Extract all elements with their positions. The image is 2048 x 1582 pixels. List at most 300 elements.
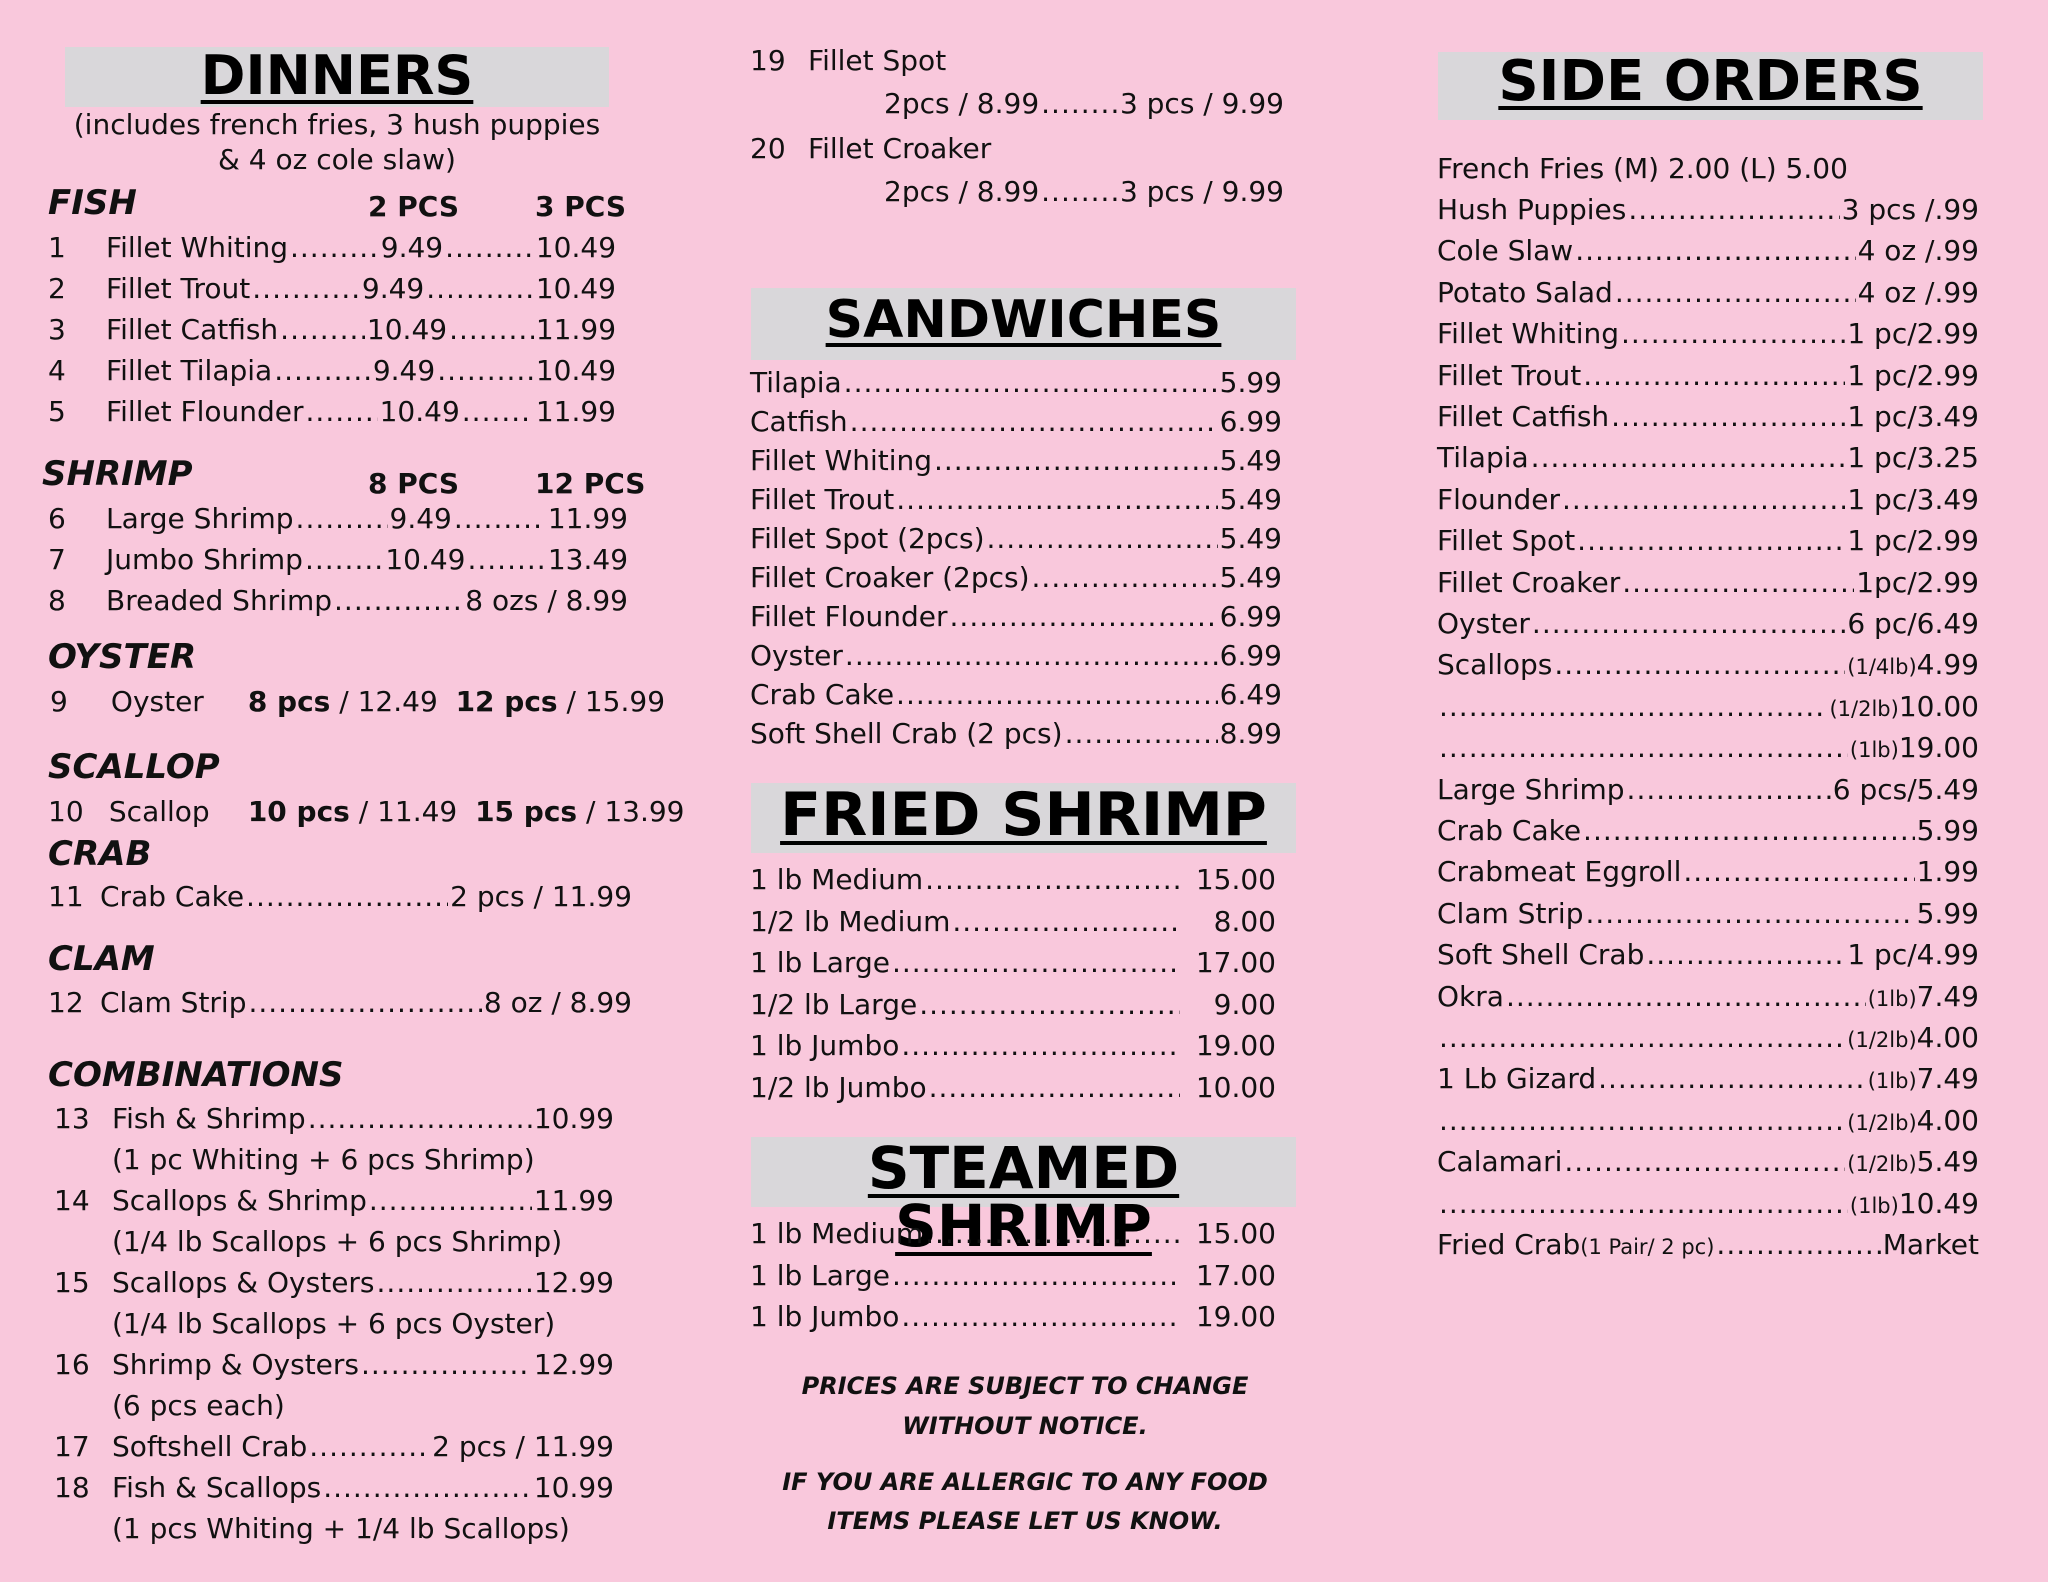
leader-dots <box>274 354 371 387</box>
leader-dots <box>426 272 534 305</box>
item-price-2pcs: 2pcs / 8.99 <box>884 175 1040 208</box>
leader-dots <box>1611 400 1845 433</box>
item-name: 1 lb Large <box>750 946 890 979</box>
menu-item <box>48 231 616 264</box>
menu-item <box>750 1029 1276 1062</box>
item-number: 15 <box>54 1266 90 1299</box>
leader-dots <box>1439 1187 1848 1220</box>
leader-dots <box>1577 524 1845 557</box>
menu-item <box>1437 524 1979 557</box>
leader-dots <box>892 946 1180 979</box>
item-name: Fried Crab <box>1437 1228 1581 1261</box>
leader-dots <box>1628 193 1839 226</box>
item-price: 4 oz /.99 <box>1857 234 1979 268</box>
item-price: 4 oz /.99 <box>1857 275 1979 309</box>
item-name: Crab Cake <box>1437 814 1582 847</box>
leader-dots <box>1716 1228 1880 1261</box>
leader-dots <box>925 863 1180 896</box>
leader-dots <box>1041 87 1118 120</box>
menu-item <box>750 522 1282 555</box>
leader-dots <box>896 483 1217 516</box>
menu-item <box>54 1102 614 1135</box>
side-orders-column <box>1437 0 2007 1582</box>
menu-item <box>1437 1021 1979 1054</box>
item-description: (1/4 lb Scallops + 6 pcs Shrimp) <box>112 1225 563 1258</box>
item-price: 19.00 <box>1898 731 1979 765</box>
menu-item <box>1437 566 1979 599</box>
item-price: 7.49 <box>1916 1062 1979 1096</box>
menu-item <box>884 87 1284 120</box>
leader-dots <box>290 231 379 264</box>
menu-item <box>1437 607 1979 640</box>
leader-dots <box>296 502 388 535</box>
leader-dots <box>1439 690 1827 723</box>
fried-shrimp-header: FRIED SHRIMP <box>751 783 1296 853</box>
leader-dots <box>377 1266 532 1299</box>
item-name: Fillet Whiting <box>106 231 288 264</box>
leader-dots <box>892 1259 1180 1292</box>
item-name: Fillet Croaker (2pcs) <box>750 561 1030 594</box>
notice-line-1: PRICES ARE SUBJECT TO CHANGE <box>801 1372 1249 1400</box>
leader-dots <box>1622 566 1854 599</box>
item-price: 6.99 <box>1219 600 1282 633</box>
menu-item <box>1437 897 1979 930</box>
menu-item <box>1437 483 1979 516</box>
item-price-3pcs: 10.49 <box>535 272 616 305</box>
scallop-item <box>48 795 685 828</box>
item-name: Fish & Scallops <box>112 1471 322 1504</box>
item-price: Market <box>1882 1228 1979 1261</box>
leader-dots <box>896 678 1218 711</box>
menu-item <box>1437 690 1979 723</box>
item-name: Fillet Whiting <box>1437 317 1619 351</box>
item-price: 1 pc/2.99 <box>1847 317 1979 351</box>
menu-item <box>750 366 1282 399</box>
item-name: Shrimp & Oysters <box>112 1348 359 1381</box>
dinners-subtitle-2: & 4 oz cole slaw) <box>218 143 456 176</box>
leader-dots <box>280 313 365 346</box>
leader-dots <box>1621 317 1845 350</box>
menu-item <box>1437 193 1979 226</box>
item-name: Hush Puppies <box>1437 193 1627 226</box>
item-name: Softshell Crab <box>112 1430 308 1463</box>
item-price: 4.00 <box>1916 1103 1979 1137</box>
item-name: Fillet Trout <box>750 483 895 516</box>
item-name: Fillet Tilapia <box>106 354 273 387</box>
leader-dots <box>445 231 534 264</box>
item-name: Fillet Catfish <box>106 313 279 346</box>
item-description: (1 pc Whiting + 6 pcs Shrimp) <box>112 1143 535 1176</box>
leader-dots <box>1065 717 1218 750</box>
item-name: Jumbo Shrimp <box>106 543 303 576</box>
item-price: 5.99 <box>1916 814 1979 847</box>
menu-item <box>1437 855 1979 888</box>
item-price: 2 pcs / 11.99 <box>432 1430 614 1463</box>
item-price: 17.00 <box>1195 946 1276 979</box>
item-name: Crab Cake <box>750 678 895 711</box>
scallop-category: SCALLOP <box>48 747 220 787</box>
item-name: 1 lb Medium <box>750 863 924 896</box>
item-number: 5 <box>48 395 66 428</box>
item-price: 1 pc/3.25 <box>1847 441 1979 475</box>
menu-item <box>48 272 616 305</box>
item-name: Scallops & Oysters <box>112 1266 375 1299</box>
leader-dots <box>987 522 1218 555</box>
fish-col-3pcs: 3 PCS <box>535 190 626 223</box>
item-description: (1 pcs Whiting + 1/4 lb Scallops) <box>112 1512 570 1545</box>
item-price: 6.99 <box>1219 639 1282 672</box>
leader-dots <box>950 600 1218 633</box>
item-name: Fillet Trout <box>1437 358 1582 392</box>
leader-dots <box>306 395 378 428</box>
item-price: 5.99 <box>1219 366 1282 399</box>
item-price: 5.49 <box>1916 1145 1979 1179</box>
item-name: Oyster <box>750 639 843 672</box>
item-price-3pcs: 3 pcs / 9.99 <box>1119 175 1284 208</box>
item-name: Scallops & Shrimp <box>112 1184 367 1217</box>
item-price: 5.49 <box>1219 444 1282 477</box>
item-portion: (1/4lb) <box>1847 655 1917 680</box>
leader-dots <box>1562 483 1845 516</box>
item-price: 1 pc/3.49 <box>1847 482 1979 516</box>
item-price: 2 pcs / 11.99 <box>450 880 632 913</box>
item-name: Fillet Croaker <box>808 132 992 165</box>
oyster-price-b: / 15.99 <box>566 685 666 718</box>
leader-dots <box>323 1471 532 1504</box>
item-number: 16 <box>54 1348 90 1381</box>
menu-item <box>750 905 1276 938</box>
item-price: 10.99 <box>533 1102 614 1135</box>
dinners-subtitle-1: (includes french fries, 3 hush puppies <box>73 108 601 141</box>
item-price: 7.49 <box>1916 979 1979 1013</box>
item-price: 1 pc/2.99 <box>1847 358 1979 392</box>
item-price: 5.49 <box>1219 561 1282 594</box>
fish-category: FISH <box>48 183 137 223</box>
item-price: 1.99 <box>1916 855 1979 889</box>
item-portion: (1/2lb) <box>1847 1152 1917 1177</box>
menu-item <box>1437 773 1979 806</box>
item-price-2pcs: 10.49 <box>379 395 460 428</box>
menu-item <box>1437 1187 1979 1220</box>
menu-item <box>1437 359 1979 392</box>
leader-dots <box>361 1348 532 1381</box>
menu-item <box>48 395 616 428</box>
item-price: 8.00 <box>1213 904 1276 938</box>
item-price-3pcs: 11.99 <box>535 313 617 346</box>
scallop-qty-b: 15 pcs <box>475 795 578 828</box>
item-portion: (1/2lb) <box>1829 696 1899 721</box>
item-price-12pcs: 13.49 <box>547 543 629 576</box>
menu-item <box>750 44 946 77</box>
leader-dots <box>850 405 1218 438</box>
crab-cake-item <box>48 880 632 913</box>
leader-dots <box>454 502 546 535</box>
item-price: 12.99 <box>533 1266 614 1299</box>
dinners-column <box>42 0 685 1582</box>
item-number: 4 <box>48 354 66 387</box>
menu-item <box>1437 938 1979 971</box>
leader-dots <box>1585 897 1914 930</box>
leader-dots <box>1583 359 1845 392</box>
item-price: 15.00 <box>1195 1217 1276 1250</box>
leader-dots <box>334 584 463 617</box>
item-name: Fillet Spot (2pcs) <box>750 522 985 555</box>
menu-item <box>750 678 1282 711</box>
item-price: 10.49 <box>1898 1186 1979 1220</box>
oyster-item <box>50 685 665 718</box>
item-number: 3 <box>48 313 66 346</box>
menu-item <box>1437 980 1979 1013</box>
item-price-8pcs: 10.49 <box>385 543 466 576</box>
item-name: Tilapia <box>750 366 842 399</box>
item-price: 6 pc/6.49 <box>1847 607 1979 640</box>
leader-dots <box>1532 607 1845 640</box>
item-number: 18 <box>54 1471 90 1504</box>
menu-item <box>750 444 1282 477</box>
leader-dots <box>929 1071 1180 1104</box>
leader-dots <box>462 395 534 428</box>
leader-dots <box>369 1184 532 1217</box>
dinners-header: DINNERS <box>65 47 609 107</box>
menu-item <box>1437 317 1979 350</box>
oyster-price-a: / 12.49 <box>339 685 438 718</box>
menu-item <box>48 543 628 576</box>
menu-item <box>1437 276 1979 309</box>
item-name: Potato Salad <box>1437 275 1613 309</box>
menu-item <box>750 405 1282 438</box>
leader-dots <box>246 880 448 913</box>
item-number: 6 <box>48 502 66 535</box>
leader-dots <box>1583 814 1915 847</box>
item-price: 1 pc/4.99 <box>1847 938 1979 972</box>
item-name: Soft Shell Crab (2 pcs) <box>750 717 1063 750</box>
leader-dots <box>952 905 1180 938</box>
shrimp-category: SHRIMP <box>42 454 193 494</box>
leader-dots <box>1032 561 1218 594</box>
leader-dots <box>1439 1021 1845 1054</box>
notice-line-2: WITHOUT NOTICE. <box>902 1412 1148 1440</box>
menu-item <box>1437 441 1979 474</box>
item-name: 1/2 lb Medium <box>750 904 951 938</box>
item-name: Fillet Croaker <box>1437 565 1621 599</box>
leader-dots <box>901 1300 1180 1333</box>
item-price: 5.49 <box>1219 483 1282 516</box>
item-name: Scallops <box>1437 648 1553 682</box>
menu-item <box>1437 814 1979 847</box>
item-number: 1 <box>48 231 66 264</box>
leader-dots <box>252 272 360 305</box>
leader-dots <box>1683 855 1914 888</box>
item-price-2pcs: 9.49 <box>380 231 444 264</box>
item-price: 10.99 <box>533 1471 614 1504</box>
menu-item <box>750 946 1276 979</box>
item-name: Fillet Spot <box>808 44 947 77</box>
item-price: 8 oz / 8.99 <box>483 986 632 1019</box>
item-portion: (1lb) <box>1867 1069 1917 1094</box>
item-name: 1 lb Jumbo <box>750 1029 900 1062</box>
item-name: Tilapia <box>1437 441 1529 475</box>
item-number: 10 <box>48 795 84 828</box>
item-price-3pcs: 11.99 <box>535 395 616 428</box>
item-number: 17 <box>54 1430 90 1463</box>
menu-item <box>1437 1062 1979 1095</box>
leader-dots <box>305 543 383 576</box>
menu-item <box>884 175 1284 208</box>
item-number: 14 <box>54 1184 90 1217</box>
menu-item <box>750 1259 1276 1292</box>
item-name: 1/2 lb Large <box>750 987 918 1021</box>
item-portion: (1lb) <box>1849 1193 1899 1218</box>
item-name: 1 lb Large <box>750 1258 890 1292</box>
item-price-2pcs: 2pcs / 8.99 <box>884 87 1040 120</box>
item-price: 6.99 <box>1219 405 1282 438</box>
item-price-2pcs: 10.49 <box>366 313 448 346</box>
item-price: 4.00 <box>1916 1021 1979 1054</box>
item-price-12pcs: 11.99 <box>547 502 628 535</box>
shrimp-col-8pcs: 8 PCS <box>368 467 459 500</box>
item-number: 8 <box>48 584 66 617</box>
menu-item <box>1437 400 1979 433</box>
menu-item <box>750 483 1282 516</box>
middle-column <box>750 0 1300 1582</box>
menu-item <box>54 1471 614 1504</box>
item-name: 1 lb Medium <box>750 1217 924 1250</box>
leader-dots <box>1615 276 1856 309</box>
menu-item <box>1437 1228 1979 1261</box>
leader-dots <box>1564 1145 1845 1178</box>
item-price-2pcs: 9.49 <box>361 272 425 305</box>
item-name: Clam Strip <box>1437 896 1584 930</box>
leader-dots <box>925 1217 1180 1250</box>
item-price: 15.00 <box>1195 863 1276 896</box>
menu-item <box>750 600 1282 633</box>
item-name: Large Shrimp <box>106 502 294 535</box>
item-price: 6.49 <box>1219 678 1282 711</box>
item-price: 10.00 <box>1898 689 1979 723</box>
french-fries-item: French Fries (M) 2.00 (L) 5.00 <box>1437 152 1848 185</box>
scallop-qty-a: 10 pcs <box>247 795 350 828</box>
menu-item <box>750 1300 1276 1333</box>
item-price-3pcs: 3 pcs / 9.99 <box>1119 87 1284 120</box>
leader-dots <box>919 988 1180 1021</box>
oyster-category: OYSTER <box>48 637 197 677</box>
item-price: 1 pc/2.99 <box>1847 524 1979 558</box>
leader-dots <box>845 639 1218 672</box>
item-number: 7 <box>48 543 66 576</box>
leader-dots <box>308 1102 532 1135</box>
leader-dots <box>1627 773 1831 806</box>
menu-item <box>750 1217 1276 1250</box>
item-price: 5.99 <box>1916 896 1979 930</box>
item-number: 20 <box>750 132 786 165</box>
item-price: 17.00 <box>1195 1258 1276 1292</box>
leader-dots <box>1646 938 1845 971</box>
item-portion: (1lb) <box>1867 986 1917 1011</box>
item-name: Oyster <box>110 685 204 718</box>
scallop-price-b: / 13.99 <box>586 795 685 828</box>
menu-item <box>1437 234 1979 267</box>
item-name: Crab Cake <box>100 880 245 913</box>
clam-strip-item <box>48 986 632 1019</box>
leader-dots <box>934 444 1218 477</box>
scallop-price-a: / 11.49 <box>358 795 458 828</box>
item-price-12pcs: 8 ozs / 8.99 <box>465 584 628 617</box>
leader-dots <box>1531 441 1846 474</box>
item-description: (1/4 lb Scallops + 6 pcs Oyster) <box>112 1307 556 1340</box>
menu-item <box>750 639 1282 672</box>
menu-item <box>1437 648 1979 681</box>
item-price: 5.49 <box>1219 522 1282 555</box>
item-name: Soft Shell Crab <box>1437 938 1645 972</box>
leader-dots <box>1041 175 1118 208</box>
shrimp-col-12pcs: 12 PCS <box>535 467 646 500</box>
item-name: Fillet Trout <box>106 272 251 305</box>
item-number: 9 <box>50 685 68 718</box>
menu-item <box>1437 1145 1979 1178</box>
fish-col-2pcs: 2 PCS <box>368 190 459 223</box>
item-name: Oyster <box>1437 607 1530 640</box>
oyster-qty-a: 8 pcs <box>247 685 331 718</box>
item-name: 1 Lb Gizard <box>1437 1062 1597 1096</box>
menu-item <box>750 863 1276 896</box>
clam-category: CLAM <box>48 939 155 979</box>
menu-item <box>750 1071 1276 1104</box>
menu-item <box>1437 1104 1979 1137</box>
item-name: Fillet Flounder <box>106 395 304 428</box>
item-name: Catfish <box>750 405 848 438</box>
item-price-2pcs: 9.49 <box>372 354 436 387</box>
item-number: 2 <box>48 272 66 305</box>
item-name: Flounder <box>1437 482 1561 516</box>
item-name: Scallop <box>108 795 210 828</box>
item-name: Large Shrimp <box>1437 772 1625 806</box>
menu-item <box>48 354 616 387</box>
menu-item <box>750 132 991 165</box>
menu-item <box>54 1348 614 1381</box>
item-name: Fillet Flounder <box>750 600 948 633</box>
item-number: 13 <box>54 1102 90 1135</box>
item-portion: (1/2lb) <box>1847 1028 1917 1052</box>
item-name: Cole Slaw <box>1437 234 1574 268</box>
item-name: Breaded Shrimp <box>106 584 333 617</box>
item-price: 9.00 <box>1213 987 1276 1021</box>
item-price: 3 pcs /.99 <box>1841 193 1979 226</box>
leader-dots <box>1506 980 1866 1013</box>
menu-item <box>1437 731 1979 764</box>
item-note: (1 Pair/ 2 pc) <box>1580 1235 1715 1259</box>
item-portion: (1lb) <box>1849 738 1899 763</box>
leader-dots <box>844 366 1218 399</box>
leader-dots <box>1598 1062 1866 1095</box>
combinations-category: COMBINATIONS <box>48 1055 344 1095</box>
leader-dots <box>1575 234 1855 267</box>
menu-item <box>48 502 628 535</box>
item-name: Crabmeat Eggroll <box>1437 855 1682 889</box>
item-number: 11 <box>48 880 84 913</box>
item-name: Fish & Shrimp <box>112 1102 306 1135</box>
item-price-8pcs: 9.49 <box>389 502 452 535</box>
item-number: 12 <box>48 986 84 1019</box>
item-price: 11.99 <box>533 1184 614 1217</box>
menu-item <box>750 717 1282 750</box>
item-name: 1 lb Jumbo <box>750 1300 900 1333</box>
item-price: 8.99 <box>1219 717 1282 750</box>
item-name: Fillet Whiting <box>750 444 932 477</box>
menu-item <box>750 988 1276 1021</box>
menu-item <box>48 584 628 617</box>
menu-item <box>48 313 616 346</box>
leader-dots <box>248 986 481 1019</box>
